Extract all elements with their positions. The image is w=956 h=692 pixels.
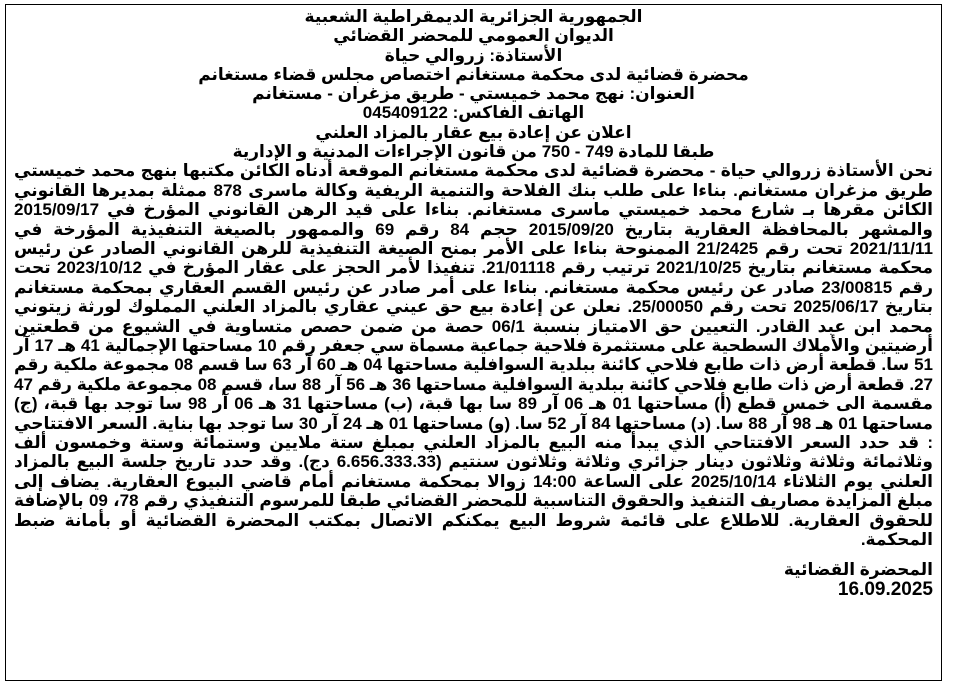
notice-footer <box>14 560 933 600</box>
bailiff-name: الأستاذة: زروالي حياة <box>384 45 563 65</box>
signature-label: المحضرة القضائية <box>783 559 933 579</box>
notice-body: نحن الأستاذة زروالي حياة - محضرة قضائية لدى محكمة مستغانم الموقعة أدناه الكائن مكتبها بنهج محمد خميستي طريق مزغران مستغانم. بناءا على طلب بنك الفلاحة والتنمية الريفية وكالة ماسرى 878 ممثلة بمديرها القانوني الكائن مقرها بـ شارع محمد خميستي ماسرى مستغانم. بناءا على قيد الرهن القانوني المؤرخ في 2015/09/17 والمشهر بالمحافظة العقارية بتاريخ 2015/09/20 حجم 84 رقم 69 والممهور بالصيغة التنفيذية المؤرخة في 2021/11/11 تحت رقم 21/2425 الممنوحة بناءا على الأمر بمنح الصيغة التنفيذية للرهن القانوني الصادر عن رئيس محكمة مستغانم بتاريخ 2021/10/25 ترتيب رقم 21/01118. تنفيذا لأمر الحجز على عقار المؤرخ في 2023/10/12 تحت رقم 23/00815 صادر عن رئيس محكمة مستغانم. بناءا على أمر صادر عن رئيس القسم العقاري بمحكمة مستغانم بتاريخ 2025/06/17 تحت رقم 25/00050. نعلن عن إعادة بيع حق عيني عقاري بالمزاد العلني المملوك لورثة زيتوني محمد ابن عبد القادر. التعيين حق الامتياز بنسبة 06/1 حصة من ضمن حصص متساوية في الشيوع من قطعتين أرضيتين والأملاك السطحية على مستثمرة فلاحية جماعية مسماة سي جعفر رقم 10 مساحتها الإجمالية 41 هـ 17 آر 51 سا. قطعة أرض ذات طابع فلاحي كائنة ببلدية السوافلية مساحتها 04 هـ 60 آر 63 سا قسم 08 مجموعة ملكية رقم 27. قطعة أرض ذات طابع فلاحي كائنة ببلدية السوافلية مساحتها 36 هـ 56 آر 88 سا، قسم 08 مجموعة ملكية رقم 47 مقسمة الى خمس قطع (أ) مساحتها 01 هـ 06 آر 89 سا بها قبة، (ب) مساحتها 31 هـ 06 آر 98 سا توجد بها قبة، (ج) مساحتها 01 هـ 98 آر 88 سا. (د) مساحتها 84 آر 52 سا. (و) مساحتها 01 هـ 24 آر 30 سا توجد بها بناية. السعر الافتتاحي : قد حدد السعر الافتتاحي الذي يبدأ منه البيع بالمزاد العلني بمبلغ ستة ملايين وستمائة وستة وخمسون ألف وثلاثمائة وثلاثة وثلاثون دينار جزائري وثلاثة وثلاثون سنتيم (6.656.333.33 دج). وقد حدد تاريخ جلسة البيع بالمزاد العلني يوم الثلاثاء 2025/10/14 على الساعة 14:00 زوالا بمحكمة مستغانم أمام قاضي البيوع العقارية. يضاف إلى مبلغ المزايدة مصاريف التنفيذ والحقوق التناسبية للمحضر القضائي طبقا للمرسوم التنفيذي رقم 78، 09 بالإضافة للحقوق العقارية. للاطلاع على قائمة شروط البيع يمكنكم الاتصال بمكتب المحضرة القضائية أو بأمانة ضبط المحكمة. <box>14 161 934 550</box>
office-address: العنوان: نهج محمد خميستي - طريق مزغران - مستغانم <box>252 84 695 104</box>
legal-basis: طبقا للمادة 749 - 750 من قانون الإجراءات المدنية و الإدارية <box>232 142 715 162</box>
notice-header <box>14 7 933 161</box>
republic-title: الجمهورية الجزائرية الديمقراطية الشعبية <box>304 7 643 26</box>
legal-notice <box>5 4 942 681</box>
phone-fax: الهاتف الفاكس: 045409122 <box>362 103 585 123</box>
notice-title: اعلان عن إعادة بيع عقار بالمزاد العلني <box>315 122 632 142</box>
court-jurisdiction: محضرة قضائية لدى محكمة مستغانم اختصاص مجلس قضاء مستغانم <box>198 64 749 84</box>
office-title: الديوان العمومي للمحضر القضائي <box>333 26 614 46</box>
notice-date: 16.09.2025 <box>837 578 933 600</box>
